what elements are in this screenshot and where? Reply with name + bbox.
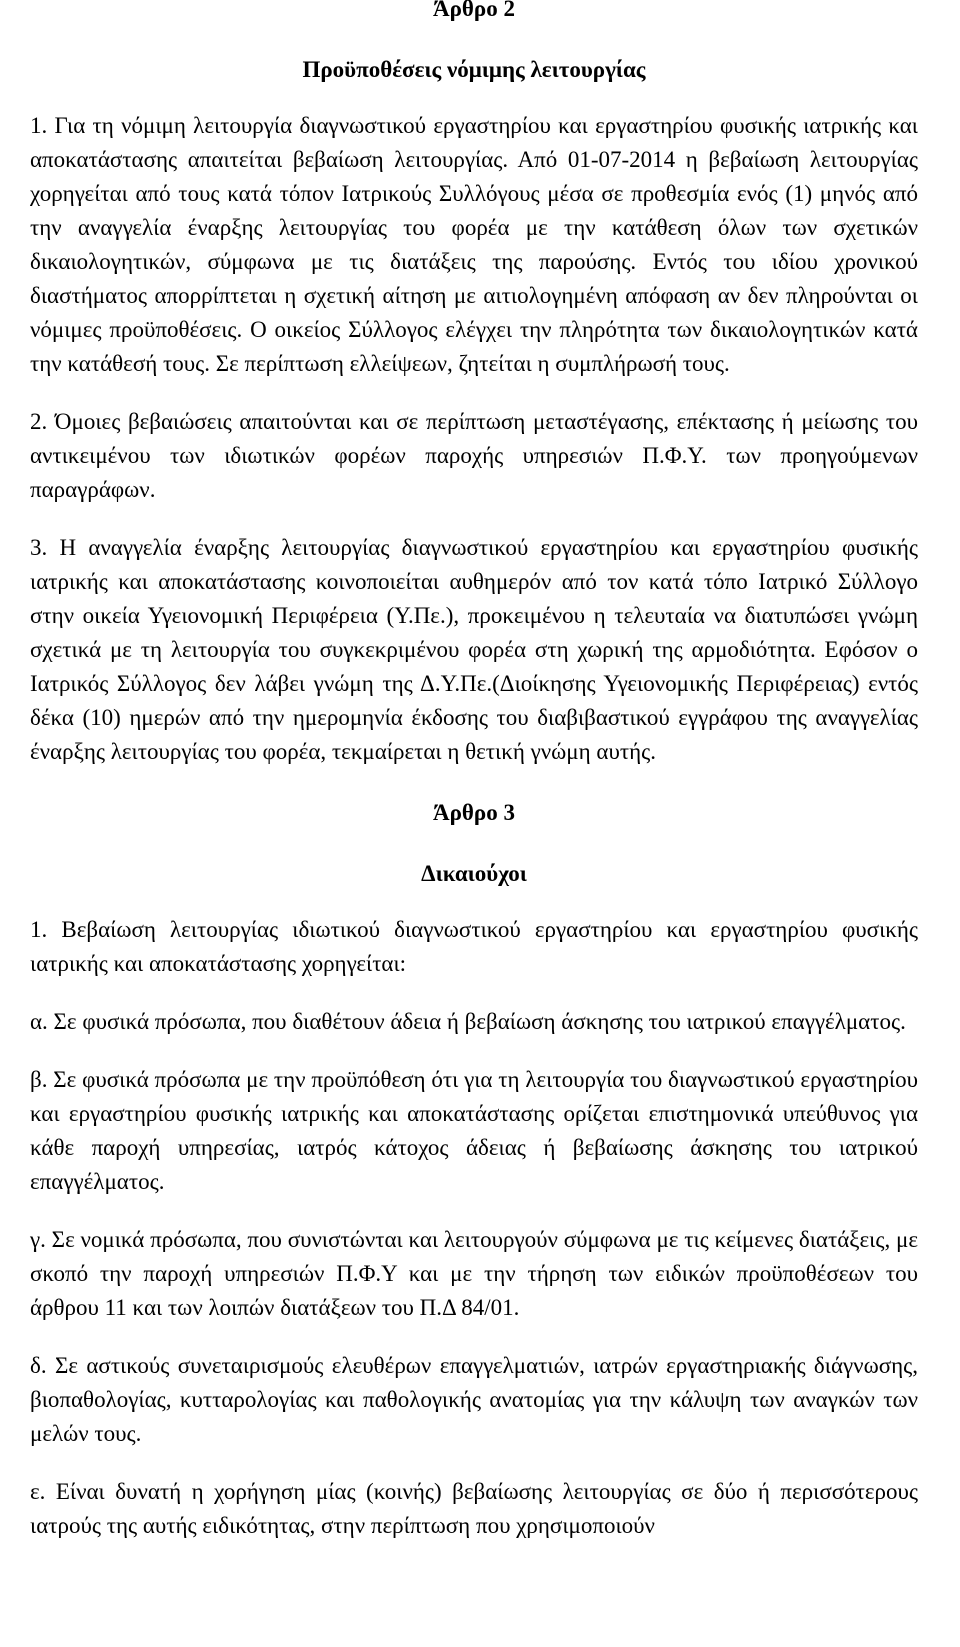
article-2-subtitle: Προϋποθέσεις νόμιμης λειτουργίας	[302, 57, 646, 82]
article-2-paragraph-2: 2. Όμοιες βεβαιώσεις απαιτούνται και σε περίπτωση μεταστέγασης, επέκτασης ή μείωσης του αντικειμένου των ιδιωτικών φορέων παροχής υπηρεσιών Π.Φ.Υ. των προηγούμενων παραγράφων.	[30, 409, 918, 502]
article-3-subtitle: Δικαιούχοι	[421, 861, 527, 886]
article-3-item-c: γ. Σε νομικά πρόσωπα, που συνιστώνται και λειτουργούν σύμφωνα με τις κείμενες διατάξεις, με σκοπό την παροχή υπηρεσιών Π.Φ.Υ και με την τήρηση των ειδικών προϋποθέσεων του άρθρου 11 και των λοιπών διατάξεων του Π.Δ 84/01.	[30, 1227, 918, 1320]
article-3-item-e: ε. Είναι δυνατή η χορήγηση μίας (κοινής) βεβαίωσης λειτουργίας σε δύο ή περισσότερους ιατρούς της αυτής ειδικότητας, στην περίπτωση που χρησιμοποιούν	[30, 1479, 918, 1538]
article-3-item-a: α. Σε φυσικά πρόσωπα, που διαθέτουν άδεια ή βεβαίωση άσκησης του ιατρικού επαγγέλματος.	[30, 1009, 906, 1034]
article-3-paragraph-1: 1. Βεβαίωση λειτουργίας ιδιωτικού διαγνωστικού εργαστηρίου και εργαστηρίου φυσικής ιατρικής και αποκατάστασης χορηγείται:	[30, 917, 918, 976]
article-2	[30, 0, 918, 769]
article-2-paragraph-1: 1. Για τη νόμιμη λειτουργία διαγνωστικού εργαστηρίου και εργαστηρίου φυσικής ιατρικής και αποκατάστασης απαιτείται βεβαίωση λειτουργίας. Από 01-07-2014 η βεβαίωση λειτουργίας χορηγείται από τους κατά τόπον Ιατρικούς Συλλόγους μέσα σε προθεσμία ενός (1) μηνός από την αναγγελία έναρξης λειτουργίας του φορέα με την κατάθεση όλων των σχετικών δικαιολογητικών, σύμφωνα με τις διατάξεις της παρούσης. Εντός του ιδίου χρονικού διαστήματος απορρίπτεται η σχετική αίτηση με αιτιολογημένη απόφαση αν δεν πληρούνται οι νόμιμες προϋποθέσεις. Ο οικείος Σύλλογος ελέγχει την πληρότητα των δικαιολογητικών κατά την κατάθεσή τους. Σε περίπτωση ελλείψεων, ζητείται η συμπλήρωσή τους.	[30, 113, 918, 376]
article-2-title: Άρθρο 2	[433, 0, 515, 21]
article-3-item-b: β. Σε φυσικά πρόσωπα με την προϋπόθεση ότι για τη λειτουργία του διαγνωστικού εργαστηρίου και εργαστηρίου φυσικής ιατρικής και αποκατάστασης ορίζεται επιστημονικά υπεύθυνος για κάθε παροχή υπηρεσίας, ιατρός κάτοχος άδειας ή βεβαίωσης άσκησης του ιατρικού επαγγέλματος.	[30, 1067, 918, 1194]
article-3-title: Άρθρο 3	[433, 800, 515, 825]
article-3-item-d: δ. Σε αστικούς συνεταιρισμούς ελευθέρων επαγγελματιών, ιατρών εργαστηριακής διάγνωσης, βιοπαθολογίας, κυτταρολογίας και παθολογικής ανατομίας για την κάλυψη των αναγκών των μελών τους.	[30, 1353, 918, 1446]
article-2-paragraph-3: 3. Η αναγγελία έναρξης λειτουργίας διαγνωστικού εργαστηρίου και εργαστηρίου φυσικής ιατρικής και αποκατάστασης κοινοποιείται αυθημερόν από τον κατά τόπο Ιατρικό Σύλλογο στην οικεία Υγειονομική Περιφέρεια (Υ.Πε.), προκειμένου η τελευταία να διατυπώσει γνώμη σχετικά με τη λειτουργία του συγκεκριμένου φορέα στη χωρική της αρμοδιότητα. Εφόσον ο Ιατρικός Σύλλογος δεν λάβει γνώμη της Δ.Υ.Πε.(Διοίκησης Υγειονομικής Περιφέρειας) εντός δέκα (10) ημερών από την ημερομηνία έκδοσης του διαβιβαστικού εγγράφου της αναγγελίας έναρξης λειτουργίας του φορέα, τεκμαίρεται η θετική γνώμη αυτής.	[30, 535, 918, 764]
article-3	[30, 796, 918, 1543]
